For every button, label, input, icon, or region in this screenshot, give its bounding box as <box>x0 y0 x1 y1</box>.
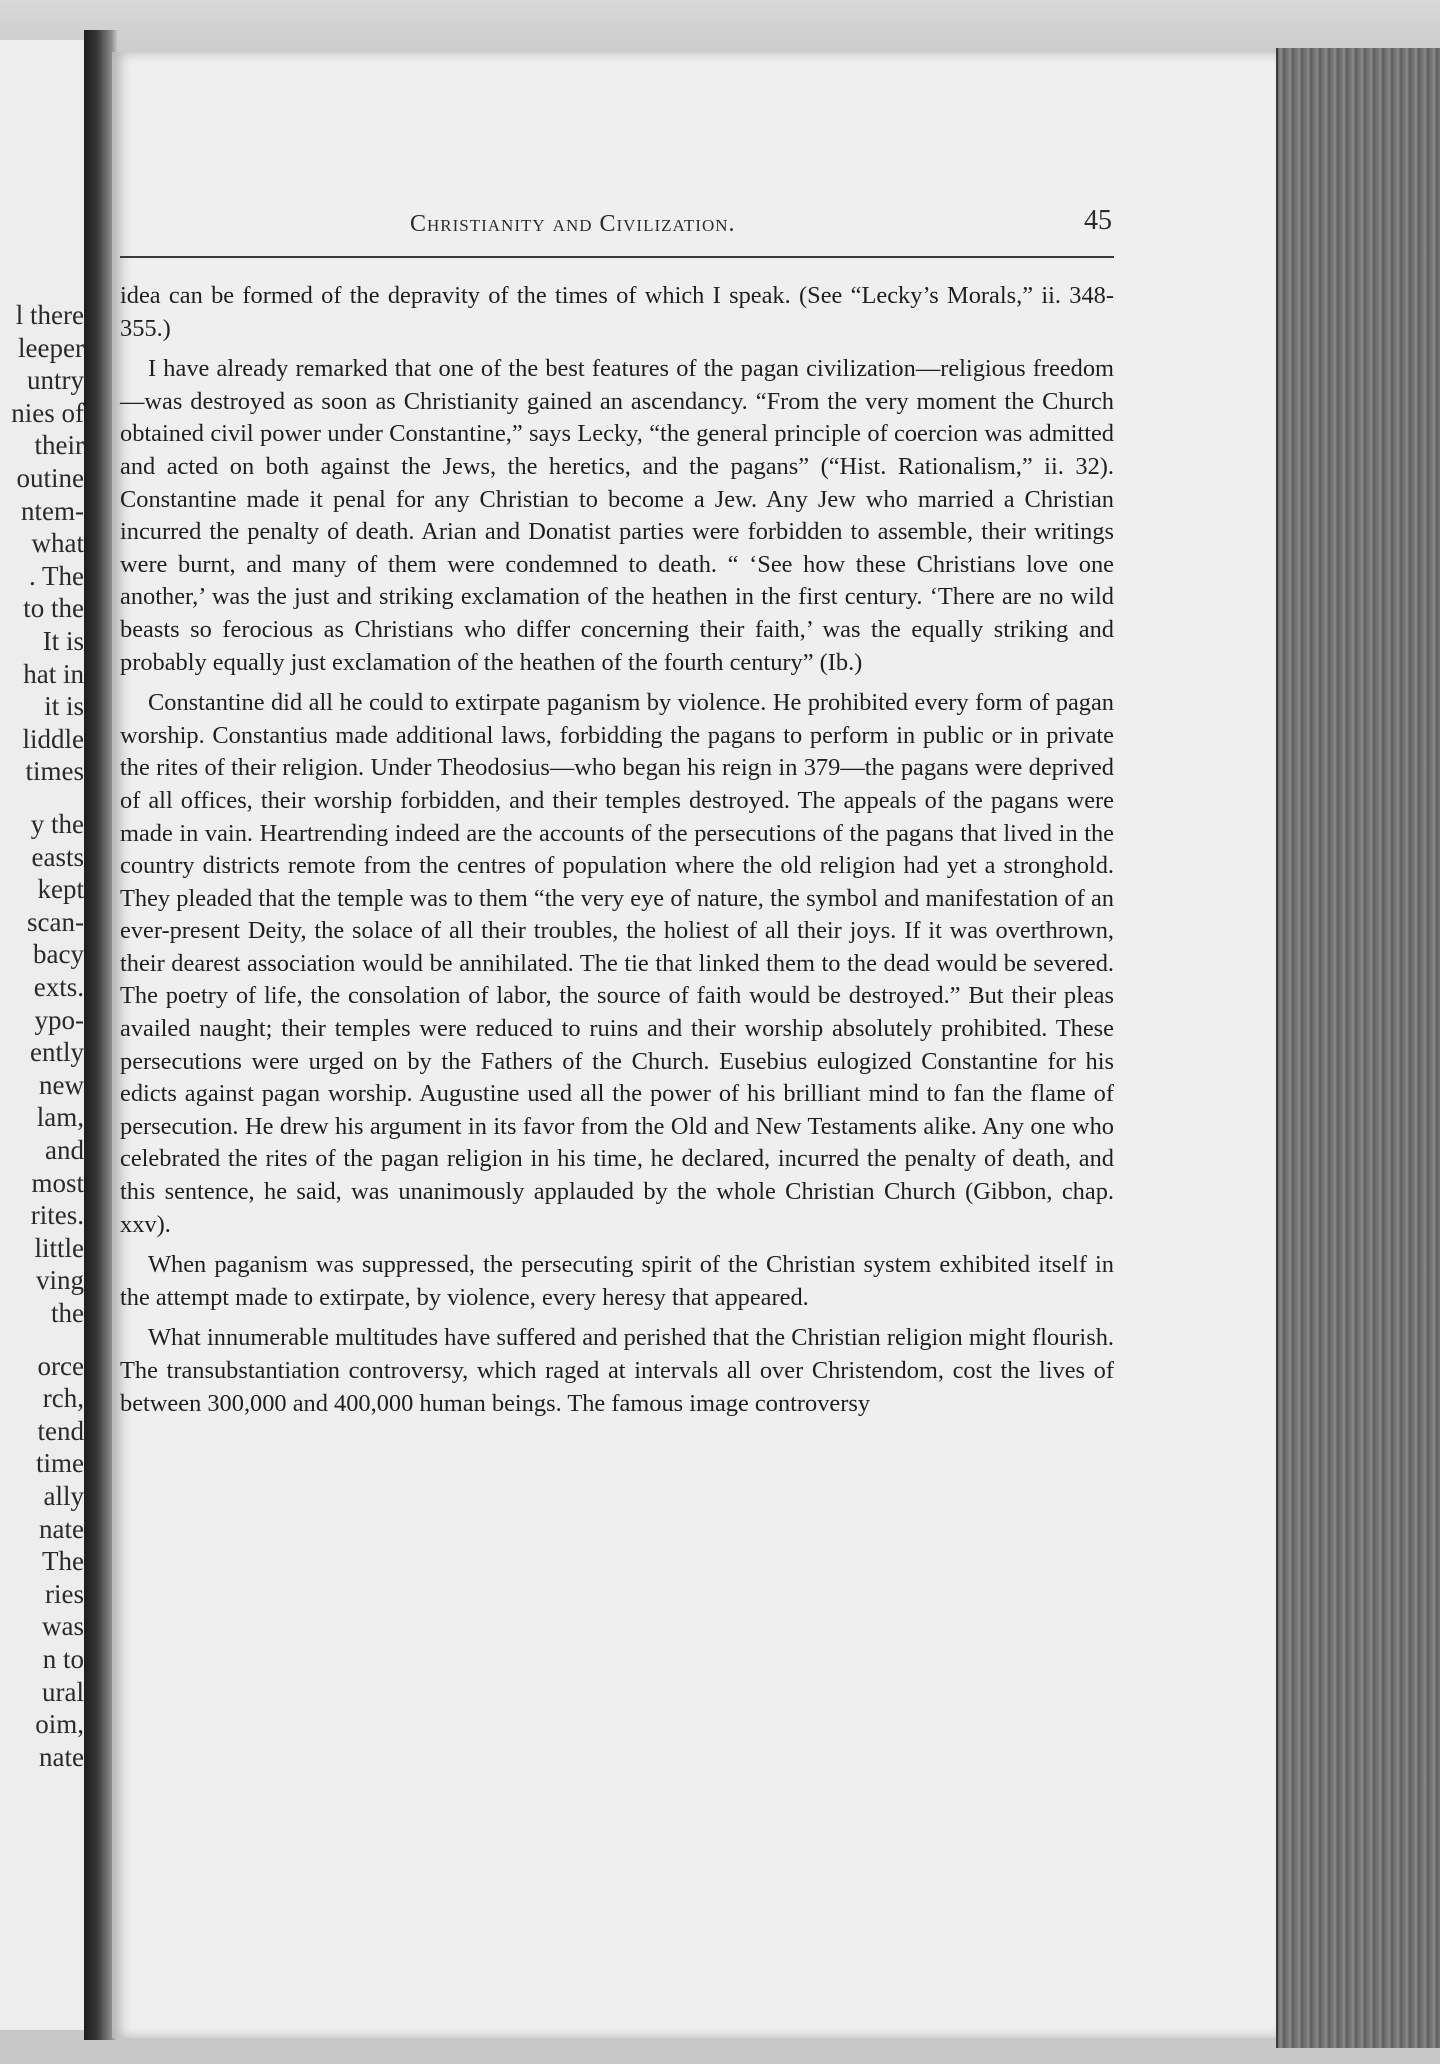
left-page-fragment: most <box>31 1168 84 1198</box>
left-page-fragment: lam, <box>36 1102 84 1132</box>
left-page-fragment: bacy <box>33 939 84 969</box>
paragraph: I have already remarked that one of the best features of the pagan civilization—religious freedom—was destroyed as soon as Christianity gained an ascendancy. “From the very moment the Church obtained civil power under Constantine,” says Lecky, “the general principle of coercion was admitted and acted on both against the Jews, the heretics, and the pagans” (“Hist. Rationalism,” ii. 32). Constantine made it penal for any Christian to become a Jew. Any Jew who married a Christian incurred the penalty of death. Arian and Donatist parties were forbidden to assemble, their writings were burnt, and many of them were condemned to death. “ ‘See how these Christians love one another,’ was the just and striking exclamation of the heathen in the first century. ‘There are no wild beasts so ferocious as Christians who differ concerning their faith,’ was the equally striking and probably equally just exclamation of the heathen of the fourth century” (Ib.) <box>120 355 1114 676</box>
left-page-fragment: ural <box>42 1677 84 1707</box>
left-page-fragment: ally <box>43 1481 84 1511</box>
left-page-fragment: y the <box>30 809 84 839</box>
left-page-fragment: ving <box>35 1265 84 1295</box>
left-page-fragment: hat in <box>23 659 84 689</box>
left-page-fragment: rites. <box>30 1200 84 1230</box>
paragraph: What innumerable multitudes have suffered and perished that the Christian religion might flourish. The transubstantiation controversy, which raged at intervals all over Christendom, cost the lives of between 300,000 and 400,000 human beings. The famous image controversy <box>120 1324 1114 1417</box>
header-rule <box>120 256 1114 258</box>
paragraph: idea can be formed of the depravity of the times of which I speak. (See “Lecky’s Morals,” ii. 348-355.) <box>120 282 1114 342</box>
left-page-fragment: The <box>42 1546 84 1576</box>
left-page-fragment: time <box>36 1448 84 1478</box>
left-page-fragment: tend <box>37 1416 84 1446</box>
paragraph: Constantine did all he could to extirpate paganism by violence. He prohibited every form of pagan worship. Constantius made additional laws, forbidding the pagans to perform in public or in private the rites of their religion. Under Theodosius—who began his reign in 379—the pagans were deprived of all offices, their worship forbidden, and their temples destroyed. The appeals of the pagans were made in vain. Heartrending indeed are the accounts of the persecutions of the pagans that lived in the country districts remote from the centres of population where the old religion had yet a stronghold. They pleaded that the temple was to them “the very eye of nature, the symbol and manifestation of an ever-present Deity, the solace of all their troubles, the holiest of all their joys. If it was overthrown, their dearest association would be annihilated. The tie that linked them to the dead would be severed. The poetry of life, the consolation of labor, the source of faith would be destroyed.” But their pleas availed naught; their temples were reduced to ruins and their worship absolutely prohibited. These persecutions were urged on by the Fathers of the Church. Eusebius eulogized Constantine for his edicts against pagan worship. Augustine used all the power of his brilliant mind to fan the flame of persecution. He drew his argument in its favor from the Old and New Testaments alike. Any one who celebrated the rites of the pagan religion in his time, he declared, incurred the penalty of death, and this sentence, he said, was unanimously applauded by the whole Christian Church (Gibbon, chap. xxv). <box>120 689 1114 1238</box>
page-number: 45 <box>1084 205 1112 236</box>
background-top <box>0 0 1440 52</box>
left-page-fragment: times <box>25 756 84 786</box>
left-page-fragment: . The <box>29 561 84 591</box>
paragraph: When paganism was suppressed, the persecuting spirit of the Christian system exhibited itself in the attempt made to extirpate, by violence, every heresy that appeared. <box>120 1251 1114 1311</box>
left-page-fragment: to the <box>23 593 84 623</box>
running-title: Christianity and Civilization. <box>410 211 736 237</box>
left-page-fragment: nate <box>39 1742 84 1772</box>
left-page-fragment: oim, <box>35 1709 84 1739</box>
left-page-fragment: It is <box>42 626 84 656</box>
left-page-fragment: leeper <box>18 333 84 363</box>
left-page-fragment: what <box>31 528 84 558</box>
left-page-fragment: and <box>45 1135 84 1165</box>
left-page-fragment: kept <box>37 874 84 904</box>
page-edges <box>1276 48 1440 2048</box>
left-page-fragment: ntem- <box>21 496 84 526</box>
left-page-fragment: nate <box>39 1514 84 1544</box>
left-page-fragment: their <box>34 430 84 460</box>
left-page-fragment: easts <box>31 842 84 872</box>
left-page-fragment: orce <box>37 1351 84 1381</box>
left-page-fragment: outine <box>16 463 84 493</box>
left-page-fragment: was <box>42 1611 84 1641</box>
left-page-fragment: nies of <box>11 398 84 428</box>
left-page-fragment: ries <box>45 1579 84 1609</box>
left-page-fragment: liddle <box>22 724 84 754</box>
running-head <box>120 205 1112 245</box>
left-page-fragment: it is <box>44 691 84 721</box>
left-page-fragment: little <box>34 1233 84 1263</box>
left-page-fragment: the <box>51 1298 84 1328</box>
left-page-fragment: n to <box>42 1644 84 1674</box>
left-page-fragment: scan- <box>27 907 84 937</box>
left-page-fragment: rch, <box>42 1383 84 1413</box>
left-page-fragment: new <box>39 1070 84 1100</box>
left-page-fragment: ently <box>30 1037 84 1067</box>
page-body <box>120 280 1114 1428</box>
left-page-fragment: untry <box>27 365 84 395</box>
left-page-fragment: exts. <box>33 972 84 1002</box>
left-facing-page <box>0 40 88 2030</box>
left-page-fragment: l there <box>15 300 84 330</box>
left-page-fragment: ypo- <box>34 1005 84 1035</box>
